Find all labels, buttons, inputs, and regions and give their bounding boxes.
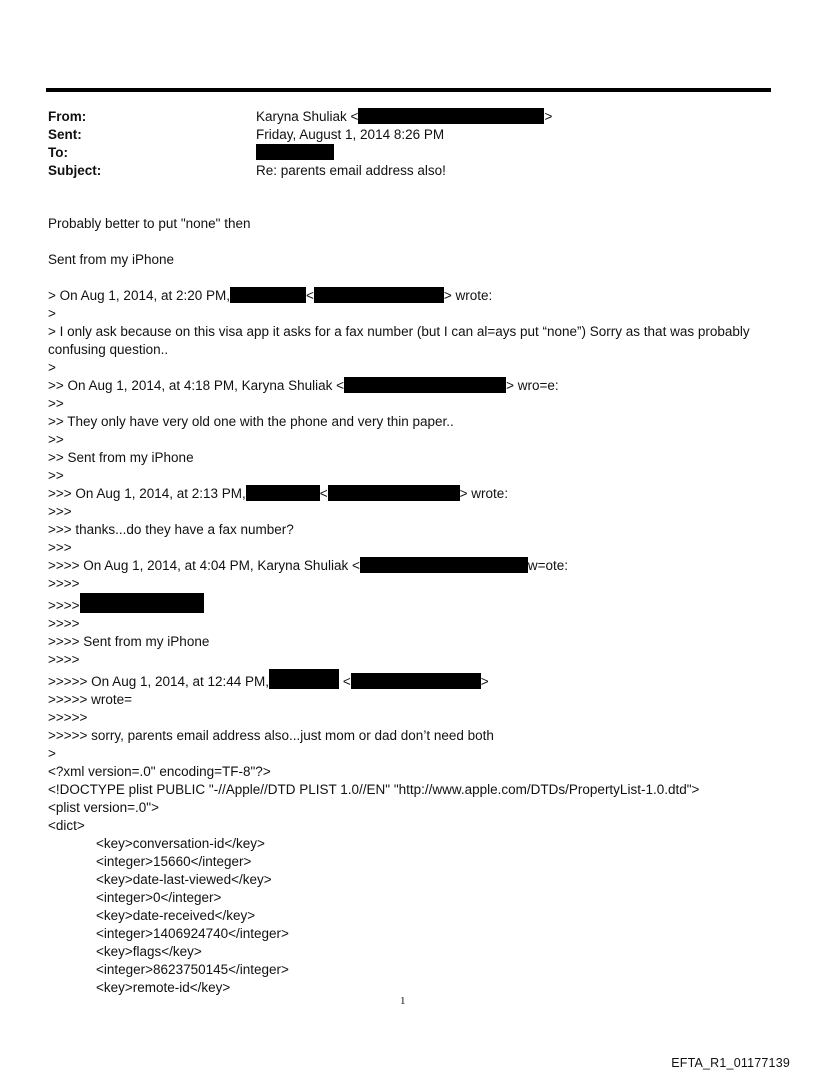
xml-line: <key>date-received</key> [96, 908, 256, 923]
quote-line: >> [48, 396, 64, 411]
quote-line: >>> thanks...do they have a fax number? [48, 522, 294, 537]
redaction-box [80, 593, 204, 613]
subject-label: Subject: [48, 163, 102, 178]
redaction-box [269, 669, 339, 689]
redaction-box [246, 485, 320, 501]
quote-line: >> [48, 468, 64, 483]
quote-line: > I only ask because on this visa app it asks for a fax number (but I can al=ays put “none”) Sorry as that was probably confusing question.. [48, 324, 750, 357]
page-number: 1 [400, 995, 406, 1007]
body-line: Sent from my iPhone [48, 252, 175, 267]
quote-line: >>>> [48, 616, 80, 631]
quote-line: >>>> On Aug 1, 2014, at 4:04 PM, Karyna Shuliak < w=ote: [48, 558, 568, 573]
quote-line: > [48, 746, 56, 761]
quote-line: >> [48, 432, 64, 447]
quote-line: >>>> [48, 576, 80, 591]
quote-line: >>>>> [48, 710, 88, 725]
xml-line: <integer>1406924740</integer> [96, 926, 289, 941]
redaction-box [358, 108, 544, 124]
to-row [48, 144, 748, 162]
quote-line: >> They only have very old one with the phone and very thin paper.. [48, 414, 454, 429]
redaction-box [328, 485, 460, 501]
quote-line: >>> On Aug 1, 2014, at 2:13 PM, < > wrote: [48, 486, 509, 501]
subject-value: Re: parents email address also! [256, 163, 446, 178]
quote-line: >>>>> wrote= [48, 692, 133, 707]
body-line: Probably better to put "none" then [48, 216, 251, 231]
quote-line: >>>> Sent from my iPhone [48, 634, 210, 649]
redaction-box [230, 287, 306, 303]
sent-value: Friday, August 1, 2014 8:26 PM [256, 127, 445, 142]
xml-line: <integer>0</integer> [96, 890, 222, 905]
quote-line: >>>> [48, 593, 768, 615]
xml-line: <integer>8623750145</integer> [96, 962, 289, 977]
xml-line: <!DOCTYPE plist PUBLIC "-//Apple//DTD PLIST 1.0//EN" "http://www.apple.com/DTDs/PropertyList-1.0.dtd"> [48, 782, 700, 797]
xml-line: <key>flags</key> [96, 944, 202, 959]
redaction-box [314, 287, 444, 303]
quote-line: >>>>> On Aug 1, 2014, at 12:44 PM, < > [48, 669, 768, 691]
document-id: EFTA_R1_01177139 [671, 1056, 790, 1070]
xml-line: <integer>15660</integer> [96, 854, 252, 869]
quote-line: > [48, 360, 56, 375]
redaction-box [351, 673, 481, 689]
header-rule [46, 88, 771, 92]
quote-line: > On Aug 1, 2014, at 2:20 PM, < > wrote: [48, 288, 493, 303]
to-label: To: [48, 145, 68, 160]
quote-line: >> On Aug 1, 2014, at 4:18 PM, Karyna Shuliak < > wro=e: [48, 378, 559, 393]
xml-line: <key>date-last-viewed</key> [96, 872, 272, 887]
xml-line: <key>remote-id</key> [96, 980, 231, 995]
xml-line: <?xml version=.0" encoding=TF-8"?> [48, 764, 271, 779]
redaction-box [344, 377, 506, 393]
from-label: From: [48, 109, 87, 124]
from-name: Karyna Shuliak < [256, 109, 359, 124]
quote-line: >>>>> sorry, parents email address also...just mom or dad don’t need both [48, 728, 494, 743]
email-header [48, 108, 748, 180]
xml-line: <key>conversation-id</key> [96, 836, 265, 851]
from-row: From: Karyna Shuliak < > [48, 109, 553, 124]
quote-line: >>> [48, 540, 72, 555]
quote-line: > [48, 306, 56, 321]
redaction-box [360, 557, 528, 573]
xml-line: <plist version=.0"> [48, 800, 159, 815]
redaction-box [256, 144, 334, 160]
sent-label: Sent: [48, 127, 82, 142]
xml-line: <dict> [48, 818, 85, 833]
subject-row [48, 162, 748, 180]
quote-line: >>>> [48, 652, 80, 667]
email-body [48, 215, 768, 997]
sent-row [48, 126, 748, 144]
quote-line: >> Sent from my iPhone [48, 450, 194, 465]
quote-line: >>> [48, 504, 72, 519]
